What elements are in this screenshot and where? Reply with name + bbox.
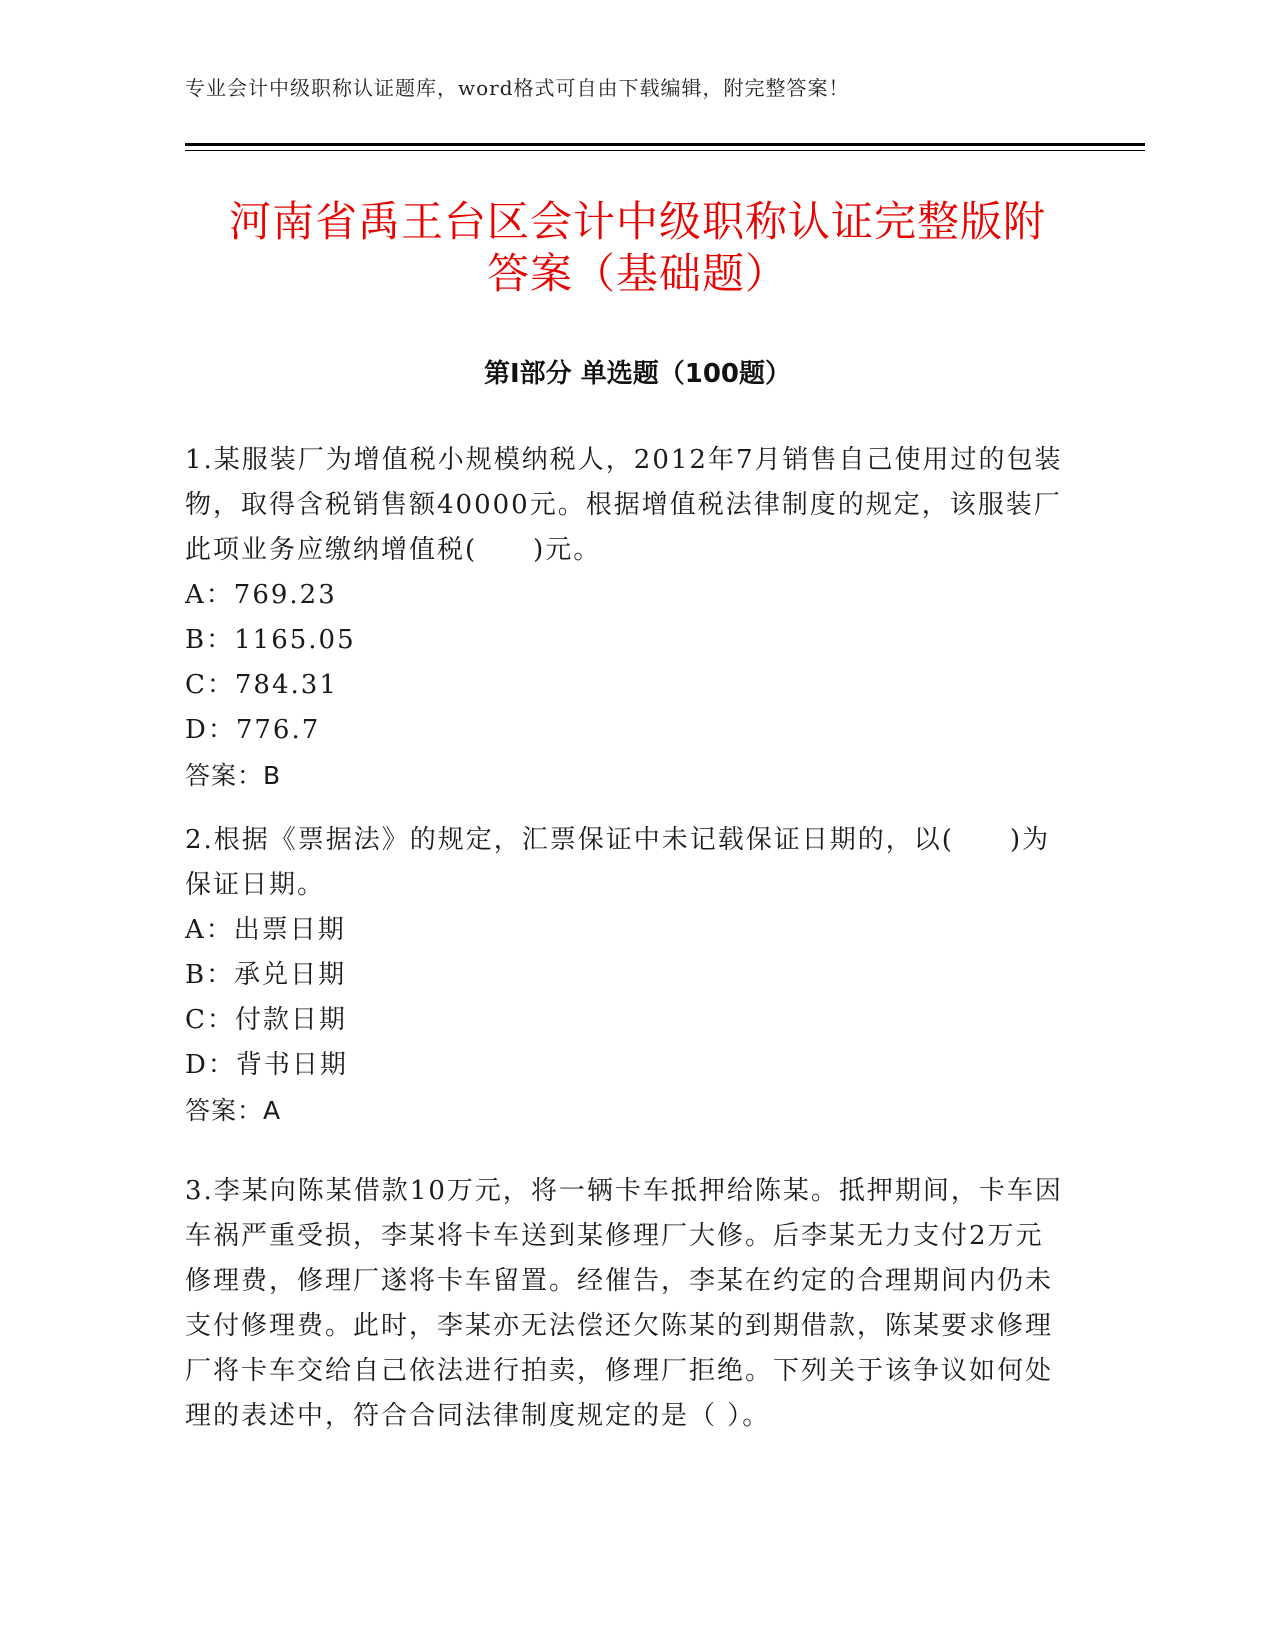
option-c: C：付款日期 — [185, 1005, 347, 1035]
section-title: 第Ⅰ部分 单选题（100题） — [484, 359, 791, 389]
question-3 — [185, 1169, 1065, 1439]
option-b: B：1165.05 — [185, 625, 356, 655]
question-2 — [185, 818, 1065, 1133]
question-stem: 1.某服装厂为增值税小规模纳税人，2012年7月销售自己使用过的包装物，取得含税销售额40000元。根据增值税法律制度的规定，该服装厂此项业务应缴纳增值税( )元。 — [185, 445, 1063, 565]
header-rule-thin — [185, 150, 1145, 151]
title-line-2: 答案（基础题） — [486, 249, 788, 298]
page-header: 专业会计中级职称认证题库，word格式可自由下载编辑，附完整答案！ — [185, 76, 850, 100]
header-rule-thick — [185, 143, 1145, 146]
option-a: A：出票日期 — [185, 915, 346, 945]
question-stem: 3.李某向陈某借款10万元，将一辆卡车抵押给陈某。抵押期间，卡车因车祸严重受损，李某将卡车送到某修理厂大修。后李某无力支付2万元修理费，修理厂遂将卡车留置。经催告，李某在约定的合理期间内仍未支付修理费。此时，李某亦无法偿还欠陈某的到期借款，陈某要求修理厂将卡车交给自己依法进行拍卖，修理厂拒绝。下列关于该争议如何处理的表述中，符合合同法律制度规定的是（ ）。 — [185, 1176, 1063, 1431]
question-1 — [185, 438, 1065, 798]
option-c: C：784.31 — [185, 670, 338, 700]
answer: 答案：A — [185, 1096, 282, 1125]
option-d: D：776.7 — [185, 715, 321, 745]
title-line-1: 河南省禹王台区会计中级职称认证完整版附 — [228, 197, 1046, 246]
answer: 答案：B — [185, 761, 282, 790]
option-d: D：背书日期 — [185, 1050, 348, 1080]
option-b: B：承兑日期 — [185, 960, 347, 990]
document-title — [0, 196, 1275, 300]
option-a: A：769.23 — [185, 580, 337, 610]
question-stem: 2.根据《票据法》的规定，汇票保证中未记载保证日期的，以( )为保证日期。 — [185, 825, 1051, 900]
